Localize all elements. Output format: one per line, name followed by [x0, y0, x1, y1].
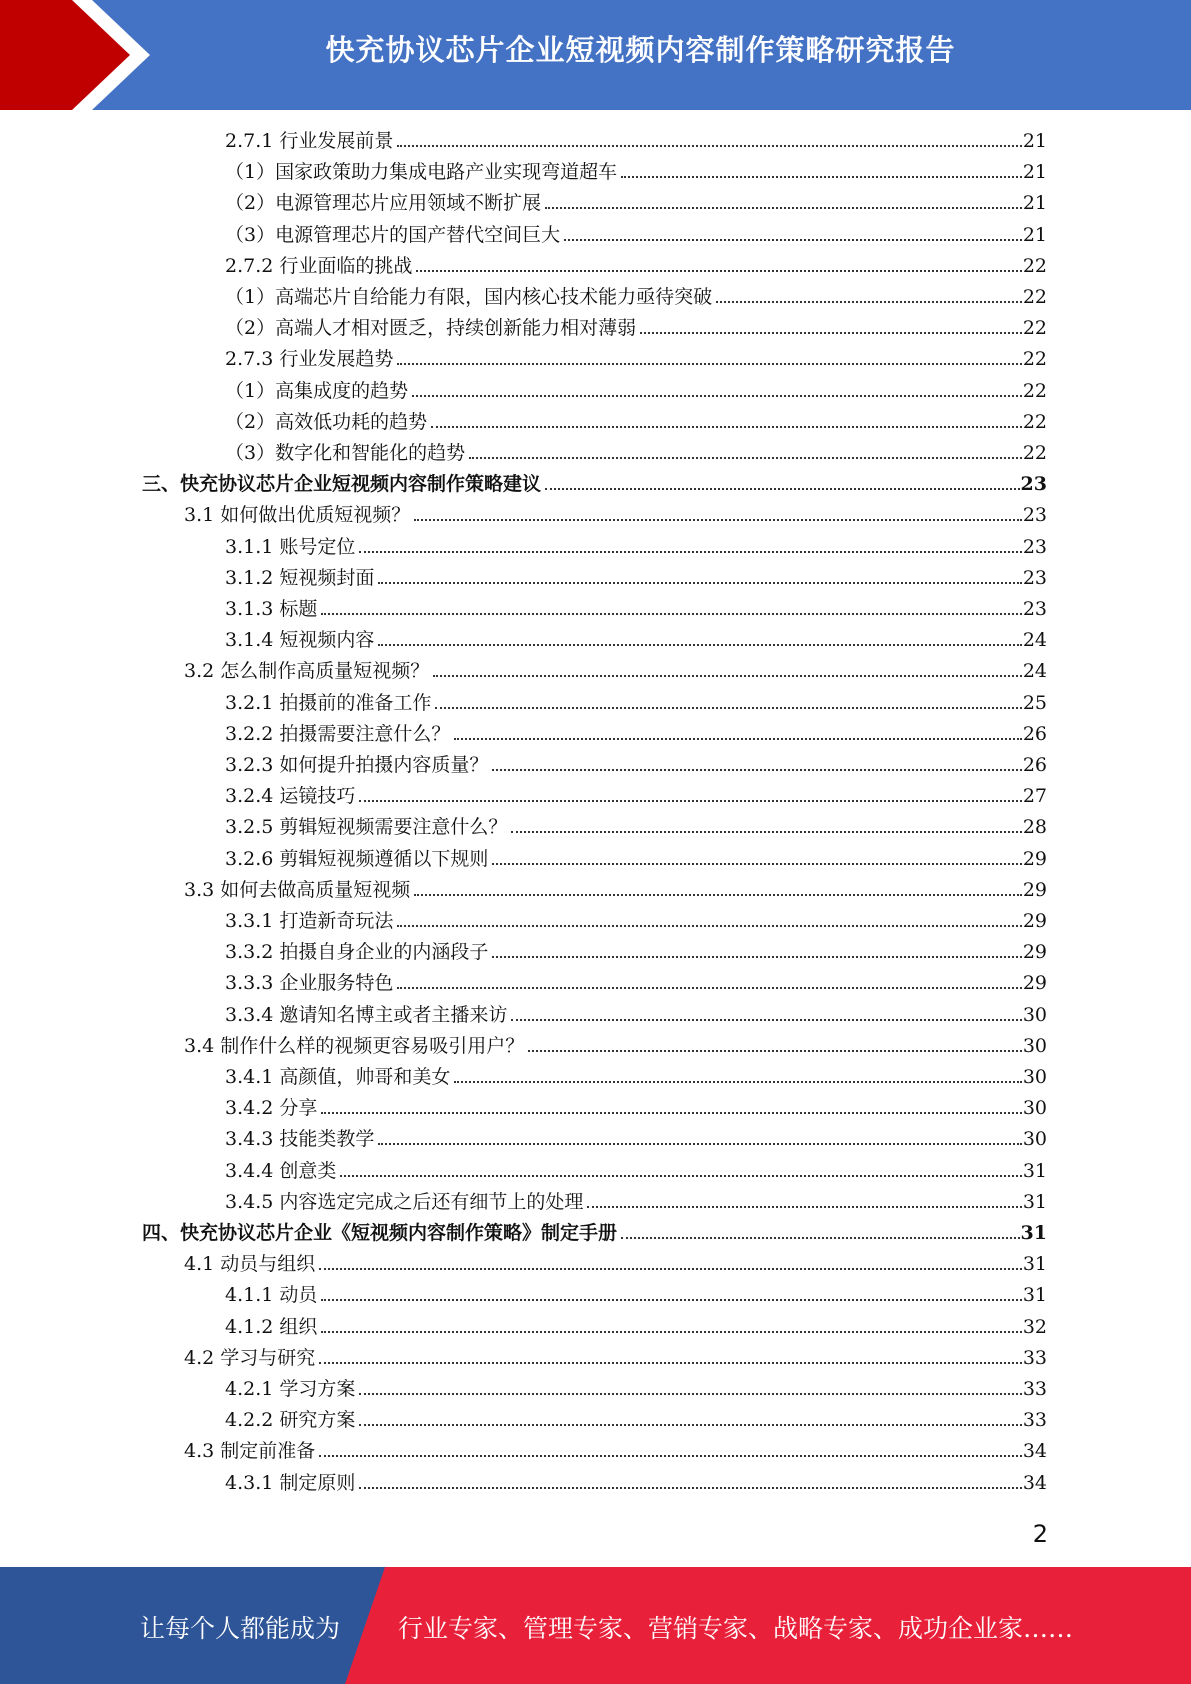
toc-entry[interactable] [225, 969, 1047, 995]
toc-leader-dots [564, 239, 1022, 241]
toc-entry[interactable] [184, 876, 1047, 902]
page-header [0, 0, 1191, 110]
toc-entry[interactable] [225, 221, 1047, 247]
toc-entry-label: 三、快充协议芯片企业短视频内容制作策略建议 [142, 473, 542, 496]
toc-entry-label: 3.4.2 分享 [225, 1097, 318, 1120]
toc-entry-page: 31 [1020, 1222, 1047, 1244]
toc-entry-page: 23 [1022, 504, 1047, 527]
toc-entry[interactable] [225, 283, 1047, 309]
toc-entry-page: 31 [1022, 1253, 1047, 1276]
toc-leader-dots [469, 457, 1022, 459]
toc-entry[interactable] [225, 595, 1047, 621]
toc-entry-page: 21 [1022, 161, 1047, 184]
toc-entry-page: 30 [1022, 1034, 1047, 1057]
toc-entry-page: 27 [1022, 785, 1047, 808]
toc-entry[interactable] [184, 1437, 1047, 1463]
toc-entry[interactable] [225, 408, 1047, 434]
toc-entry-label: 4.3 制定前准备 [184, 1440, 316, 1463]
toc-leader-dots [321, 613, 1021, 615]
toc-entry-page: 31 [1022, 1159, 1047, 1182]
toc-entry-page: 21 [1022, 130, 1047, 152]
toc-entry-label: （2）高端人才相对匮乏，持续创新能力相对薄弱 [225, 317, 637, 340]
toc-leader-dots [416, 270, 1021, 272]
toc-leader-dots [359, 1487, 1021, 1489]
toc-leader-dots [321, 1331, 1021, 1333]
toc-entry[interactable] [142, 470, 1047, 496]
toc-entry-label: 2.7.1 行业发展前景 [225, 130, 394, 152]
toc-entry-page: 22 [1022, 317, 1047, 340]
toc-entry-label: 3.4.5 内容选定完成之后还有细节上的处理 [225, 1190, 584, 1213]
toc-leader-dots [359, 800, 1021, 802]
toc-leader-dots [414, 519, 1022, 521]
toc-entry-label: 3.2.2 拍摄需要注意什么？ [225, 722, 451, 745]
toc-entry-page: 33 [1022, 1409, 1047, 1432]
toc-leader-dots [433, 675, 1022, 677]
toc-entry-label: 3.4 制作什么样的视频更容易吸引用户？ [184, 1034, 525, 1057]
toc-entry[interactable] [225, 377, 1047, 403]
toc-entry-page: 34 [1022, 1440, 1047, 1463]
toc-entry[interactable] [225, 1001, 1047, 1027]
toc-entry[interactable] [225, 564, 1047, 590]
toc-entry-label: 3.2 怎么制作高质量短视频？ [184, 660, 430, 683]
toc-entry-page: 26 [1022, 722, 1047, 745]
toc-entry-page: 32 [1022, 1315, 1047, 1338]
toc-entry-page: 30 [1022, 1128, 1047, 1151]
toc-leader-dots [359, 1393, 1021, 1395]
toc-leader-dots [545, 488, 1020, 490]
toc-entry-page: 30 [1022, 1003, 1047, 1026]
toc-leader-dots [321, 1112, 1021, 1114]
toc-entry[interactable] [184, 1250, 1047, 1276]
toc-entry-page: 26 [1022, 754, 1047, 776]
toc-entry-page: 24 [1022, 629, 1047, 652]
toc-entry-label: 3.3.2 拍摄自身企业的内涵段子 [225, 941, 489, 964]
toc-entry-label: （3）电源管理芯片的国产替代空间巨大 [225, 223, 561, 246]
toc-entry-page: 23 [1022, 535, 1047, 558]
toc-entry[interactable] [225, 813, 1047, 839]
toc-entry-label: 4.2 学习与研究 [184, 1346, 316, 1369]
toc-entry-label: （1）高端芯片自给能力有限，国内核心技术能力亟待突破 [225, 286, 713, 308]
toc-leader-dots [359, 1424, 1021, 1426]
toc-entry-label: 3.4.1 高颜值，帅哥和美女 [225, 1066, 451, 1088]
toc-leader-dots [340, 1175, 1021, 1177]
footer-slogan-right: 行业专家、管理专家、营销专家、战略专家、成功企业家…… [398, 1614, 1074, 1643]
toc-entry[interactable] [225, 158, 1047, 184]
toc-entry[interactable] [225, 1188, 1047, 1214]
toc-entry-page: 22 [1022, 379, 1047, 402]
toc-leader-dots [492, 863, 1021, 865]
toc-entry[interactable] [184, 501, 1047, 527]
toc-entry[interactable] [184, 1032, 1047, 1058]
toc-entry-page: 29 [1022, 972, 1047, 995]
toc-leader-dots [319, 1268, 1022, 1270]
toc-leader-dots [528, 1050, 1022, 1052]
toc-entry[interactable] [225, 1406, 1047, 1432]
toc-entry-label: 2.7.3 行业发展趋势 [225, 348, 394, 371]
toc-entry-label: 3.1 如何做出优质短视频？ [184, 504, 411, 527]
toc-entry-page: 21 [1022, 223, 1047, 246]
toc-entry[interactable] [225, 345, 1047, 371]
toc-entry-page: 29 [1022, 878, 1047, 901]
toc-leader-dots [545, 207, 1022, 209]
toc-leader-dots [397, 987, 1021, 989]
toc-leader-dots [454, 738, 1021, 740]
toc-leader-dots [621, 1237, 1020, 1239]
toc-entry-label: 4.1.2 组织 [225, 1315, 318, 1338]
toc-entry-label: 3.1.3 标题 [225, 598, 318, 620]
toc-leader-dots [397, 145, 1021, 147]
toc-entry-page: 25 [1022, 691, 1047, 714]
toc-leader-dots [397, 363, 1021, 365]
toc-entry-label: （1）高集成度的趋势 [225, 379, 409, 402]
toc-entry[interactable] [225, 845, 1047, 871]
toc-entry-label: 3.2.4 运镜技巧 [225, 785, 356, 808]
toc-entry-label: 3.3.4 邀请知名博主或者主播来访 [225, 1003, 508, 1026]
toc-leader-dots [716, 301, 1022, 303]
toc-entry-label: 3.2.5 剪辑短视频需要注意什么？ [225, 816, 508, 839]
toc-entry[interactable] [225, 720, 1047, 746]
toc-entry-page: 23 [1020, 473, 1047, 496]
toc-entry[interactable] [225, 1313, 1047, 1339]
toc-entry[interactable] [225, 533, 1047, 559]
toc-entry[interactable] [225, 938, 1047, 964]
toc-entry[interactable] [225, 689, 1047, 715]
toc-leader-dots [359, 551, 1021, 553]
toc-leader-dots [492, 769, 1021, 771]
toc-entry-page: 33 [1022, 1346, 1047, 1369]
toc-entry[interactable] [184, 1344, 1047, 1370]
toc-entry[interactable] [225, 1125, 1047, 1151]
toc-entry-page: 22 [1022, 254, 1047, 277]
toc-leader-dots [511, 1019, 1021, 1021]
toc-entry-label: 3.1.4 短视频内容 [225, 629, 375, 652]
toc-entry-page: 30 [1022, 1066, 1047, 1088]
toc-entry-label: 2.7.2 行业面临的挑战 [225, 254, 413, 277]
toc-entry-label: 3.2.1 拍摄前的准备工作 [225, 691, 432, 714]
toc-entry-label: 4.3.1 制定原则 [225, 1471, 356, 1494]
toc-entry[interactable] [225, 907, 1047, 933]
toc-entry-label: （2）电源管理芯片应用领域不断扩展 [225, 192, 542, 215]
toc-entry[interactable] [225, 1281, 1047, 1307]
toc-entry-page: 31 [1022, 1190, 1047, 1213]
toc-entry-page: 29 [1022, 847, 1047, 870]
toc-entry[interactable] [225, 1157, 1047, 1183]
toc-entry-page: 22 [1022, 410, 1047, 433]
toc-entry-label: 3.3 如何去做高质量短视频 [184, 878, 411, 901]
toc-entry-page: 31 [1022, 1284, 1047, 1307]
toc-leader-dots [378, 1143, 1021, 1145]
toc-entry-page: 21 [1022, 192, 1047, 215]
toc-leader-dots [414, 894, 1022, 896]
toc-leader-dots [319, 1362, 1022, 1364]
toc-leader-dots [431, 426, 1022, 428]
header-arrow-red [0, 0, 130, 110]
toc-entry[interactable] [225, 1094, 1047, 1120]
toc-leader-dots [397, 925, 1021, 927]
toc-leader-dots [412, 395, 1022, 397]
toc-entry[interactable] [225, 1063, 1047, 1089]
toc-leader-dots [321, 1299, 1021, 1301]
toc-entry-label: 4.1 动员与组织 [184, 1253, 316, 1276]
toc-leader-dots [492, 956, 1021, 958]
toc-entry-page: 22 [1022, 348, 1047, 371]
toc-entry-page: 22 [1022, 286, 1047, 308]
toc-leader-dots [435, 707, 1021, 709]
report-title: 快充协议芯片企业短视频内容制作策略研究报告 [325, 33, 956, 67]
toc-entry-label: 四、快充协议芯片企业《短视频内容制作策略》制定手册 [142, 1222, 618, 1244]
toc-entry-label: 3.1.1 账号定位 [225, 535, 356, 558]
page-footer [0, 1567, 1191, 1684]
toc-entry[interactable] [225, 751, 1047, 777]
toc-entry[interactable] [225, 1469, 1047, 1495]
toc-entry-page: 33 [1022, 1378, 1047, 1400]
toc-entry-label: （2）高效低功耗的趋势 [225, 410, 428, 433]
toc-entry-label: 4.2.2 研究方案 [225, 1409, 356, 1432]
page-number: 2 [1032, 1520, 1048, 1548]
toc-entry-label: 3.1.2 短视频封面 [225, 566, 375, 589]
toc-entry-page: 28 [1022, 816, 1047, 839]
toc-entry[interactable] [225, 314, 1047, 340]
toc-entry-label: （1）国家政策助力集成电路产业实现弯道超车 [225, 161, 618, 184]
toc-entry-page: 23 [1022, 566, 1047, 589]
toc-leader-dots [319, 1455, 1022, 1457]
toc-leader-dots [378, 644, 1021, 646]
toc-leader-dots [640, 332, 1022, 334]
toc-entry-label: 4.2.1 学习方案 [225, 1378, 356, 1400]
toc-entry-label: 3.4.3 技能类教学 [225, 1128, 375, 1151]
toc-leader-dots [378, 582, 1021, 584]
toc-entry[interactable] [225, 439, 1047, 465]
footer-slogan-left: 让每个人都能成为 [140, 1614, 341, 1643]
header-arrow-decoration [0, 0, 160, 110]
toc-entry-label: 3.4.4 创意类 [225, 1159, 337, 1182]
toc-entry-label: 3.2.6 剪辑短视频遵循以下规则 [225, 847, 489, 870]
toc-entry-page: 24 [1022, 660, 1047, 683]
toc-entry[interactable] [225, 252, 1047, 278]
toc-entry-page: 29 [1022, 941, 1047, 964]
toc-leader-dots [587, 1206, 1021, 1208]
toc-leader-dots [511, 831, 1021, 833]
toc-entry-page: 29 [1022, 910, 1047, 932]
toc-entry-label: 3.3.3 企业服务特色 [225, 972, 394, 995]
toc-entry[interactable] [225, 189, 1047, 215]
toc-entry-page: 23 [1022, 598, 1047, 620]
toc-entry-label: （3）数字化和智能化的趋势 [225, 442, 466, 464]
toc-entry[interactable] [225, 127, 1047, 153]
toc-entry-label: 3.2.3 如何提升拍摄内容质量？ [225, 754, 489, 776]
toc-entry[interactable] [225, 626, 1047, 652]
toc-leader-dots [621, 176, 1022, 178]
toc-entry-page: 22 [1022, 442, 1047, 464]
toc-entry[interactable] [225, 782, 1047, 808]
toc-entry[interactable] [225, 1375, 1047, 1401]
toc-entry-label: 4.1.1 动员 [225, 1284, 318, 1307]
toc-entry-page: 30 [1022, 1097, 1047, 1120]
toc-entry-label: 3.3.1 打造新奇玩法 [225, 910, 394, 932]
toc-entry-page: 34 [1022, 1471, 1047, 1494]
toc-leader-dots [454, 1081, 1021, 1083]
toc-entry[interactable] [184, 657, 1047, 683]
toc-entry[interactable] [142, 1219, 1047, 1245]
